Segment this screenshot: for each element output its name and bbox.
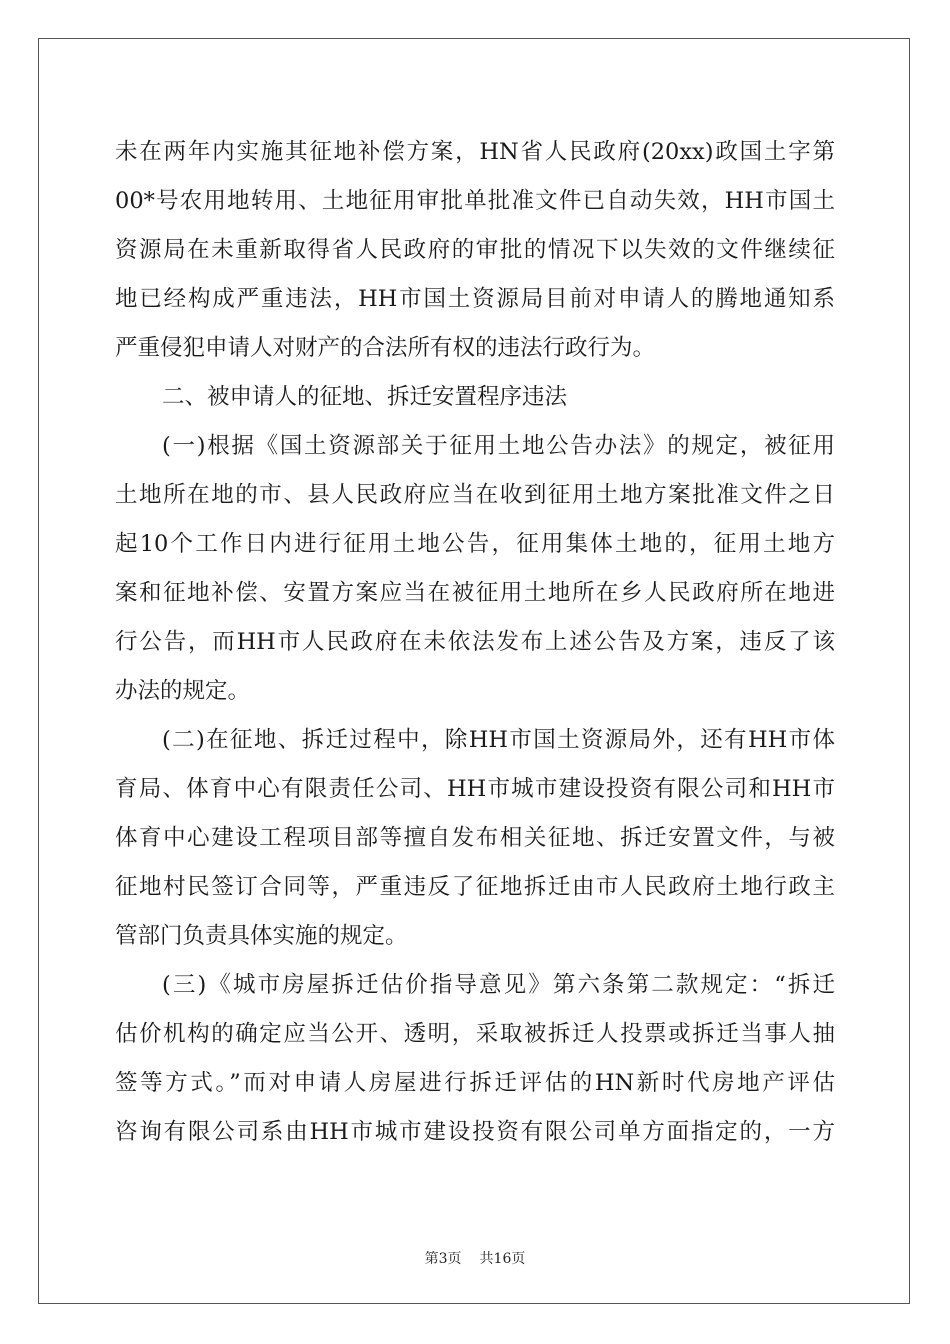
text-line: 咨询有限公司系由HH市城市建设投资有限公司单方面指定的，一方: [115, 1119, 835, 1145]
document-body: [115, 128, 835, 1157]
text-line: (一)根据《国土资源部关于征用土地公告办法》的规定，被征用: [162, 433, 835, 459]
text-line: 体育中心建设工程项目部等擅自发布相关征地、拆迁安置文件，与被: [115, 825, 835, 851]
text-line: 征地村民签订合同等，严重违反了征地拆迁由市人民政府土地行政主: [115, 874, 835, 900]
text-line: 资源局在未重新取得省人民政府的审批的情况下以失效的文件继续征: [115, 237, 835, 263]
text-line: 土地所在地的市、县人民政府应当在收到征用土地方案批准文件之日: [115, 482, 835, 508]
text-line: 管部门负责具体实施的规定。: [115, 923, 408, 949]
text-line: 案和征地补偿、安置方案应当在被征用土地所在乡人民政府所在地进: [115, 580, 835, 606]
text-line: 地已经构成严重违法，HH市国土资源局目前对申请人的腾地通知系: [115, 286, 835, 312]
page-number: 第3页: [424, 1251, 462, 1267]
text-line: 育局、体育中心有限责任公司、HH市城市建设投资有限公司和HH市: [115, 776, 835, 802]
text-line: 行公告，而HH市人民政府在未依法发布上述公告及方案，违反了该: [115, 629, 835, 655]
text-line: (三)《城市房屋拆迁估价指导意见》第六条第二款规定：“拆迁: [162, 972, 835, 998]
text-line: 估价机构的确定应当公开、透明，采取被拆迁人投票或拆迁当事人抽: [115, 1021, 835, 1047]
text-line: (二)在征地、拆迁过程中，除HH市国土资源局外，还有HH市体: [162, 727, 835, 753]
page-footer: [0, 1248, 950, 1268]
text-line: 签等方式。”而对申请人房屋进行拆迁评估的HN新时代房地产评估: [115, 1070, 835, 1096]
text-line: 办法的规定。: [115, 678, 251, 704]
section-heading: 二、被申请人的征地、拆迁安置程序违法: [162, 384, 568, 410]
text-line: 00*号农用地转用、土地征用审批单批准文件已自动失效，HH市国土: [115, 188, 835, 214]
text-line: 起10个工作日内进行征用土地公告，征用集体土地的，征用土地方: [115, 531, 835, 557]
page-total: 共16页: [479, 1251, 526, 1267]
text-line: 严重侵犯申请人对财产的合法所有权的违法行政行为。: [115, 335, 656, 361]
text-line: 未在两年内实施其征地补偿方案，HN省人民政府(20xx)政国土字第: [115, 139, 835, 165]
